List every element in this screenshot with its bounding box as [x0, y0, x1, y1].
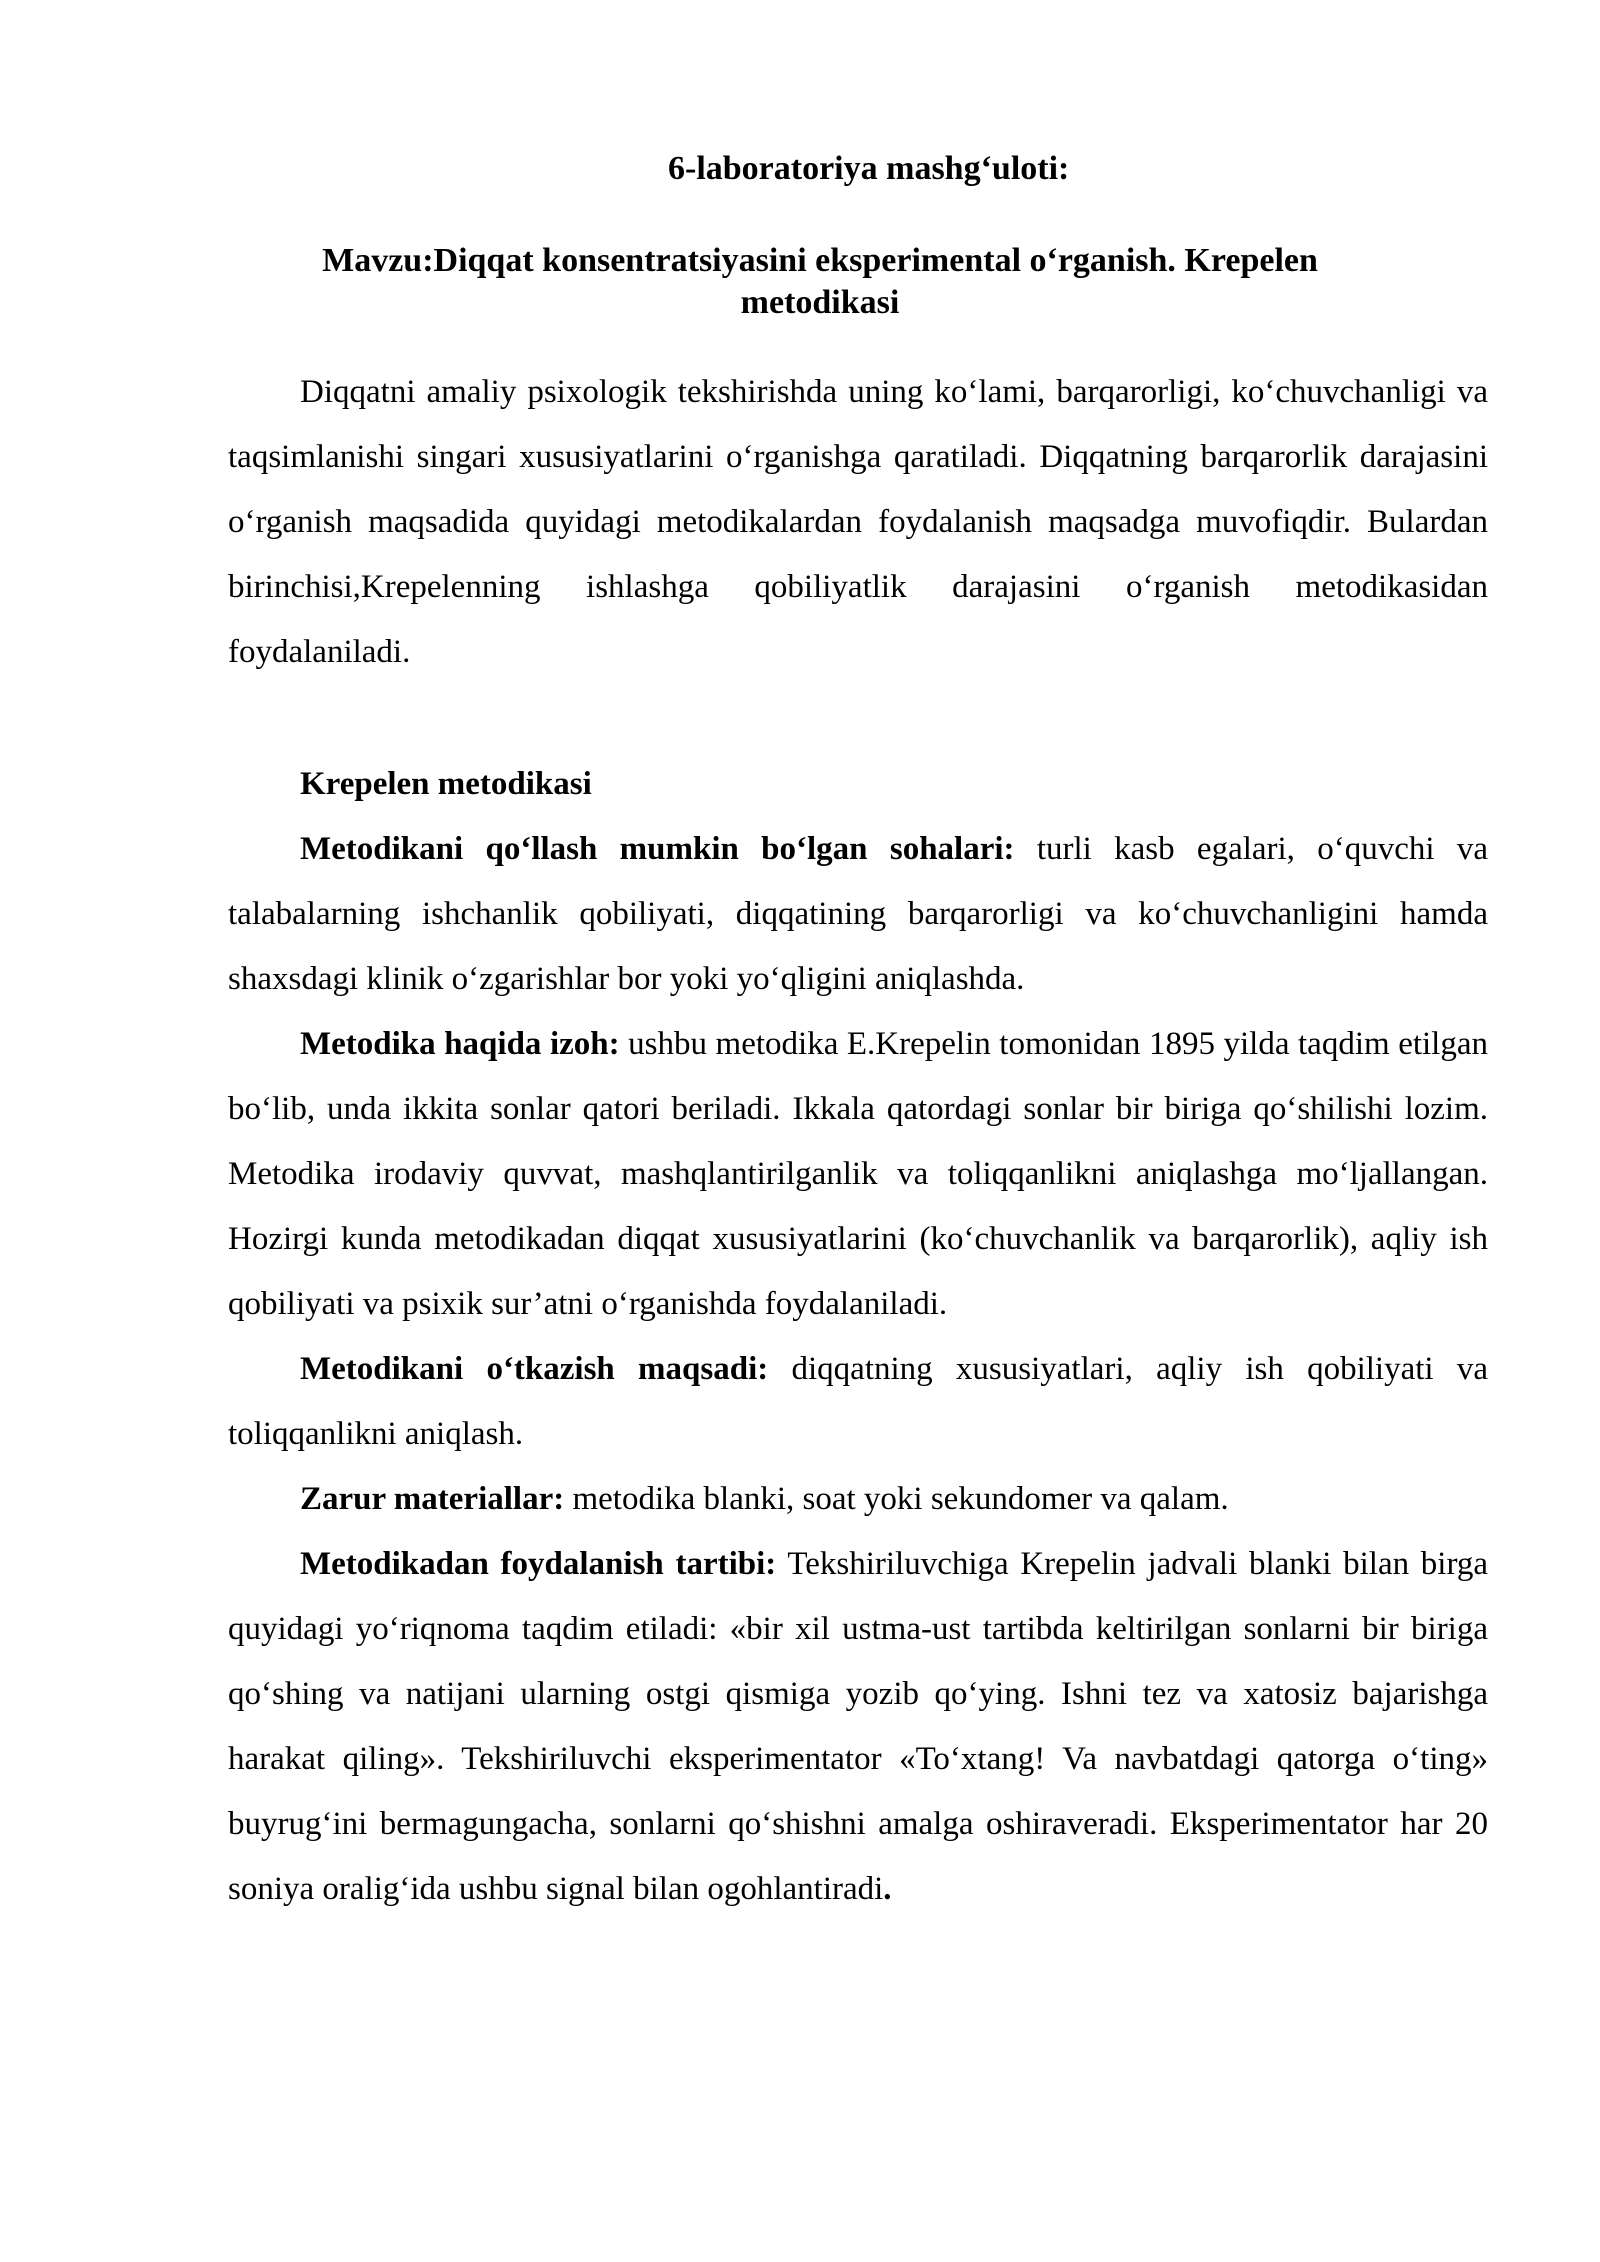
paragraph-label: Zarur materiallar: — [300, 1481, 565, 1517]
paragraph-method-note — [228, 1012, 1488, 1337]
paragraph-text: turli kasb egalari, o‘quvchi va talabalarning ishchanlik qobiliyati, diqqatining barqarorligi va ko‘chuvchanligini hamda shaxsdagi klinik o‘zgarishlar bor yoki yo‘qligini aniqlashda. — [228, 831, 1488, 997]
paragraph-text: metodika blanki, soat yoki sekundomer va qalam. — [564, 1481, 1229, 1517]
paragraph-tail: . — [883, 1871, 892, 1907]
section-heading: Krepelen metodikasi — [300, 766, 592, 802]
paragraph-label: Metodikadan foydalanish tartibi: — [300, 1546, 777, 1582]
paragraph-procedure — [228, 1532, 1488, 1922]
paragraph-purpose — [228, 1337, 1488, 1467]
paragraph-text: diqqatning xususiyatlari, aqliy ish qobiliyati va toliqqanlikni aniqlash. — [228, 1351, 1488, 1452]
section-block — [228, 752, 1488, 1922]
intro-block — [228, 360, 1488, 685]
paragraph-materials — [228, 1467, 1488, 1532]
document-title: 6-laboratoriya mashg‘uloti: — [668, 150, 1070, 187]
paragraph-text: ushbu metodika E.Krepelin tomonidan 1895 yilda taqdim etilgan bo‘lib, unda ikkita sonlar qatori beriladi. Ikkala qatordagi sonlar bir biriga qo‘shilishi lozim. Metodika irodaviy quvvat, mashqlantirilganlik va toliqqanlikni aniqlashga mo‘ljallangan. Hozirgi kunda metodikadan diqqat xususiyatlarini (ko‘chuvchanlik va barqarorlik), aqliy ish qobiliyati va psixik sur’atni o‘rganishda foydalaniladi. — [228, 1026, 1489, 1322]
document-subtitle: Mavzu:Diqqat konsentratsiyasini eksperimental o‘rganish. Krepelen metodikasi — [322, 242, 1318, 321]
paragraph-label: Metodika haqida izoh: — [300, 1026, 620, 1062]
paragraph-label: Metodikani qo‘llash mumkin bo‘lgan sohalari: — [300, 831, 1015, 867]
intro-paragraph: Diqqatni amaliy psixologik tekshirishda uning ko‘lami, barqarorligi, ko‘chuvchanligi va taqsimlanishi singari xususiyatlarini o‘rganishga qaratiladi. Diqqatning barqarorlik darajasini o‘rganish maqsadida quyidagi metodikalardan foydalanish maqsadga muvofiqdir. Bulardan birinchisi,Krepelenning ishlashga qobiliyatlik darajasini o‘rganish metodikasidan foydalaniladi. — [228, 374, 1488, 670]
paragraph-application-areas — [228, 817, 1488, 1012]
paragraph-text: Tekshiriluvchiga Krepelin jadvali blanki bilan birga quyidagi yo‘riqnoma taqdim etiladi: «bir xil ustma-ust tartibda keltirilgan sonlarni bir biriga qo‘shing va natijani ularning ostgi qismiga yozib qo‘ying. Ishni tez va xatosiz bajarishga harakat qiling». Tekshiriluvchi eksperimentator «To‘xtang! Va navbatdagi qatorga o‘ting» buyrug‘ini bermagungacha, sonlarni qo‘shishni amalga oshiraveradi. Eksperimentator har 20 soniya oralig‘ida ushbu signal bilan ogohlantiradi — [228, 1546, 1488, 1907]
paragraph-label: Metodikani o‘tkazish maqsadi: — [300, 1351, 769, 1387]
